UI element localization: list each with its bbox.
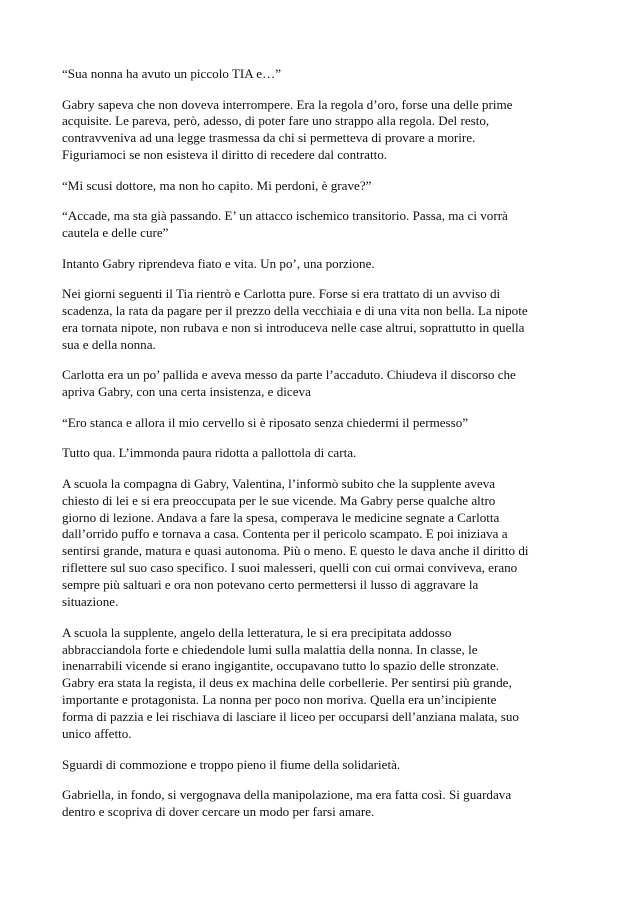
paragraph-12: Sguardi di commozione e troppo pieno il fiume della solidarietà. [62,756,401,772]
paragraph-6: Nei giorni seguenti il Tia rientrò e Carlotta pure. Forse si era trattato di un avviso di scadenza, la rata da pagare per il prezzo della vecchiaia e di una vita non bella. La nipote era tornata nipote, non rubava e non si introduceva nelle case altrui, soprattutto in quella sua e della nonna. [62,286,528,352]
paragraph-9: Tutto qua. L’immonda paura ridotta a pallottola di carta. [62,445,357,461]
paragraph-5: Intanto Gabry riprendeva fiato e vita. Un po’, una porzione. [62,255,375,271]
document-page [62,66,574,834]
paragraph-11: A scuola la supplente, angelo della letteratura, le si era precipitata addosso abbracciandola forte e chiedendole lumi sulla malattia della nonna. In classe, le inenarrabili vicende si erano ingigantite, occupavano tutto lo spazio delle stronzate. Gabry era stata la regista, il deus ex machina delle corbellerie. Per sentirsi più grande, importante e protagonista. La nonna per poco non moriva. Quella era un’incipiente forma di pazzia e lei rischiava di lasciare il liceo per occuparsi dell’anziana malata, suo unico affetto. [62,624,519,742]
paragraph-3: “Mi scusi dottore, ma non ho capito. Mi perdoni, è grave?” [62,177,372,193]
paragraph-13: Gabriella, in fondo, si vergognava della manipolazione, ma era fatta così. Si guardava dentro e scopriva di dover cercare un modo per farsi amare. [62,787,512,819]
paragraph-4: “Accade, ma sta già passando. E’ un attacco ischemico transitorio. Passa, ma ci vorrà cautela e delle cure” [62,208,508,241]
paragraph-8: “Ero stanca e allora il mio cervello si è riposato senza chiedermi il permesso” [62,414,469,430]
paragraph-7: Carlotta era un po’ pallida e aveva messo da parte l’accaduto. Chiudeva il discorso che apriva Gabry, con una certa insistenza, e diceva [62,367,516,400]
paragraph-2: Gabry sapeva che non doveva interrompere. Era la regola d’oro, forse una delle prime acquisite. Le pareva, però, adesso, di poter fare uno strappo alla regola. Del resto, contravveniva ad una legge trasmessa da chi si permetteva di provare a morire. Figuriamoci se non esisteva il diritto di recedere dal contratto. [62,96,513,163]
paragraph-1: “Sua nonna ha avuto un piccolo TIA e…” [62,66,282,81]
paragraph-10: A scuola la compagna di Gabry, Valentina, l’informò subito che la supplente aveva chiesto di lei e si era preoccupata per le sue vicende. Ma Gabry perse qualche altro giorno di lezione. Andava a fare la spesa, comperava le medicine segnate a Carlotta dall’orrido puffo e tornava a casa. Contenta per il pericolo scampato. E poi iniziava a sentirsi grande, matura e quasi autonoma. Più o meno. E questo le dava anche il diritto di riflettere sul suo caso specifico. I suoi malesseri, quelli con cui ormai conviveva, erano sempre più saltuari e ora non potevano certo permettersi il lusso di aggravare la situazione. [62,475,529,610]
